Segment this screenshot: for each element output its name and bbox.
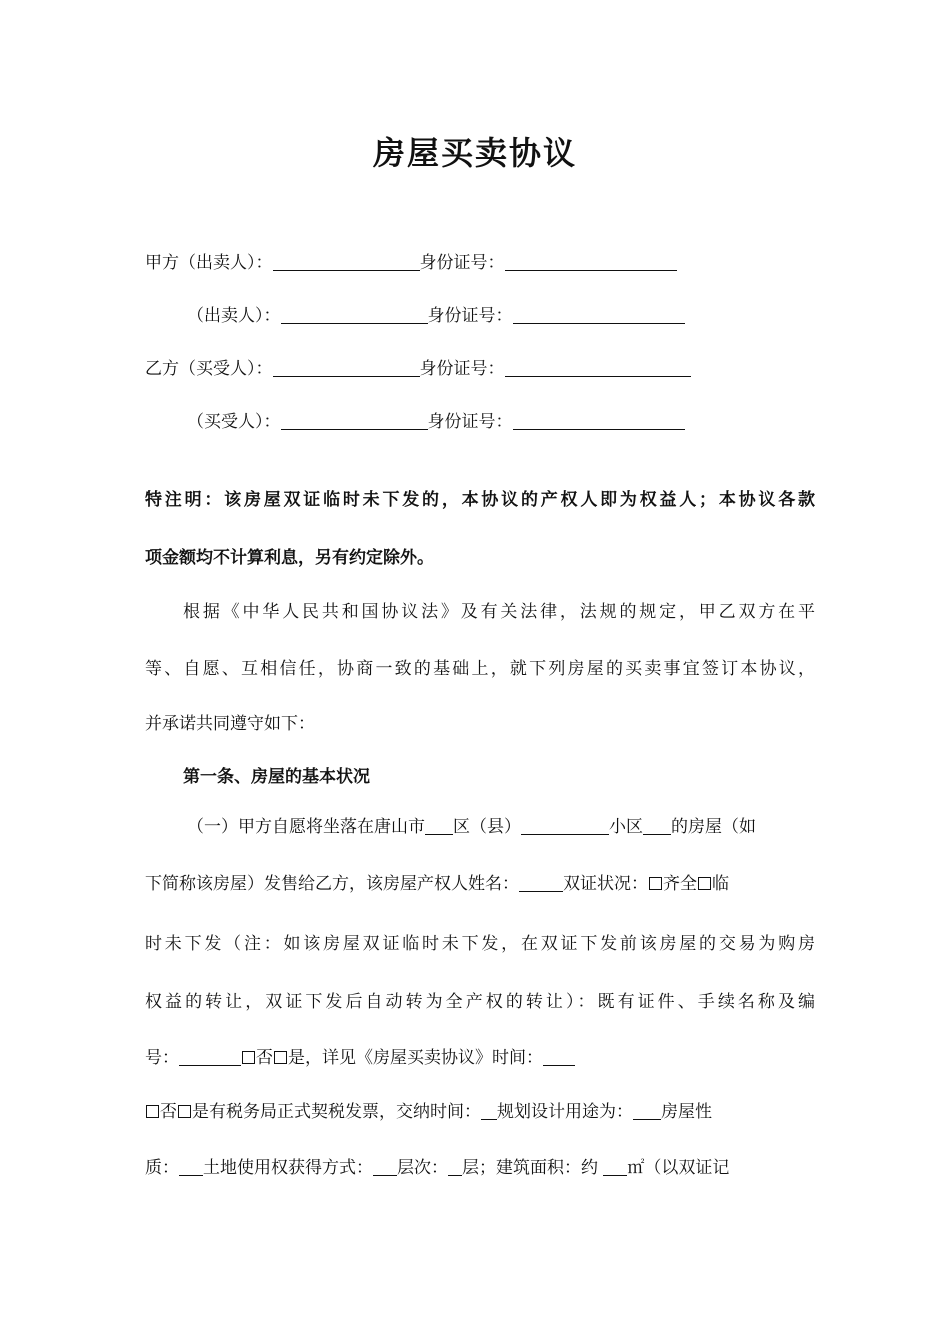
floor-field[interactable] [448, 1158, 462, 1176]
note-line-1: 特注明：该房屋双证临时未下发的，本协议的产权人即为权益人；本协议各款 [145, 490, 815, 510]
preamble-line-1: 根据《中华人民共和国协议法》及有关法律，法规的规定，甲乙双方在平 [183, 602, 815, 622]
seller-1-id-field[interactable] [505, 253, 677, 271]
page-title: 房屋买卖协议 [372, 134, 577, 172]
owner-name-field[interactable] [519, 874, 563, 892]
text-segment: 号： [145, 1048, 179, 1068]
text-segment: 层；建筑面积：约 [462, 1158, 604, 1178]
buyer-2-name-field[interactable] [281, 412, 428, 430]
seller-1-name-field[interactable] [273, 253, 420, 271]
seller-2-id-field[interactable] [513, 306, 685, 324]
checkbox-no[interactable] [242, 1051, 255, 1064]
text-segment: 下简称该房屋）发售给乙方，该房屋产权人姓名： [145, 874, 519, 894]
article-1-line-2 [145, 869, 729, 894]
text-segment: 土地使用权获得方式： [203, 1158, 373, 1178]
article-1-line-4: 权益的转让，双证下发后自动转为全产权的转让）：既有证件、手续名称及编 [145, 992, 815, 1012]
text-segment: 齐全 [663, 874, 697, 894]
article-1-heading: 第一条、房屋的基本状况 [183, 767, 370, 787]
buyer-1-name-field[interactable] [273, 359, 420, 377]
buyer-2-id-field[interactable] [513, 412, 685, 430]
seller-2-name-field[interactable] [281, 306, 428, 324]
agreement-time-field[interactable] [543, 1048, 575, 1066]
land-use-method-field[interactable] [373, 1158, 397, 1176]
buyer-2-label: （买受人）： [187, 412, 281, 432]
text-segment: ㎡（以双证记 [627, 1158, 730, 1178]
article-1-line-1 [187, 812, 756, 837]
text-segment: 否 [256, 1048, 273, 1068]
article-1-line-7 [145, 1153, 729, 1178]
seller-2-row [187, 301, 685, 326]
checkbox-tax-no[interactable] [146, 1105, 159, 1118]
text-segment: 双证状况： [563, 874, 648, 894]
house-number-field[interactable] [643, 817, 671, 835]
checkbox-tax-yes[interactable] [178, 1105, 191, 1118]
text-segment: 是有税务局正式契税发票，交纳时间： [192, 1102, 481, 1122]
text-segment: （一）甲方自愿将坐落在唐山市 [187, 817, 425, 837]
seller-1-label: 甲方（出卖人）： [145, 253, 273, 273]
buyer-1-id-field[interactable] [505, 359, 691, 377]
article-1-line-3: 时未下发（注：如该房屋双证临时未下发，在双证下发前该房屋的交易为购房 [145, 934, 815, 954]
district-field[interactable] [425, 817, 453, 835]
seller-1-row [145, 248, 677, 273]
buyer-2-row [187, 407, 685, 432]
text-segment: 房屋性 [661, 1102, 712, 1122]
community-field[interactable] [521, 817, 609, 835]
certificate-number-field[interactable] [179, 1048, 241, 1066]
note-line-2: 项金额均不计算利息，另有约定除外。 [145, 548, 434, 568]
buyer-1-row [145, 354, 691, 379]
buyer-2-id-label: 身份证号： [427, 412, 513, 432]
checkbox-yes[interactable] [274, 1051, 287, 1064]
text-segment: 否 [160, 1102, 177, 1122]
article-1-line-5 [145, 1043, 575, 1068]
planned-use-field[interactable] [633, 1102, 661, 1120]
preamble-line-3: 并承诺共同遵守如下： [145, 714, 315, 734]
buyer-1-id-label: 身份证号： [419, 359, 505, 379]
text-segment: 小区 [609, 817, 643, 837]
text-segment: 质： [145, 1158, 179, 1178]
tax-time-field[interactable] [481, 1102, 497, 1120]
seller-2-label: （出卖人）： [187, 306, 281, 326]
text-segment: 区（县） [453, 817, 521, 837]
text-segment: 规划设计用途为： [497, 1102, 633, 1122]
text-segment: 临 [712, 874, 729, 894]
text-segment: 是，详见《房屋买卖协议》时间： [288, 1048, 543, 1068]
checkbox-complete[interactable] [649, 877, 662, 890]
text-segment: 的房屋（如 [671, 817, 756, 837]
area-field[interactable] [603, 1158, 627, 1176]
buyer-1-label: 乙方（买受人）： [145, 359, 273, 379]
seller-1-id-label: 身份证号： [419, 253, 505, 273]
preamble-line-2: 等、自愿、互相信任，协商一致的基础上，就下列房屋的买卖事宜签订本协议， [145, 659, 815, 679]
article-1-line-6 [145, 1097, 712, 1122]
property-nature-field[interactable] [179, 1158, 203, 1176]
text-segment: 层次： [397, 1158, 448, 1178]
seller-2-id-label: 身份证号： [427, 306, 513, 326]
checkbox-pending[interactable] [698, 877, 711, 890]
